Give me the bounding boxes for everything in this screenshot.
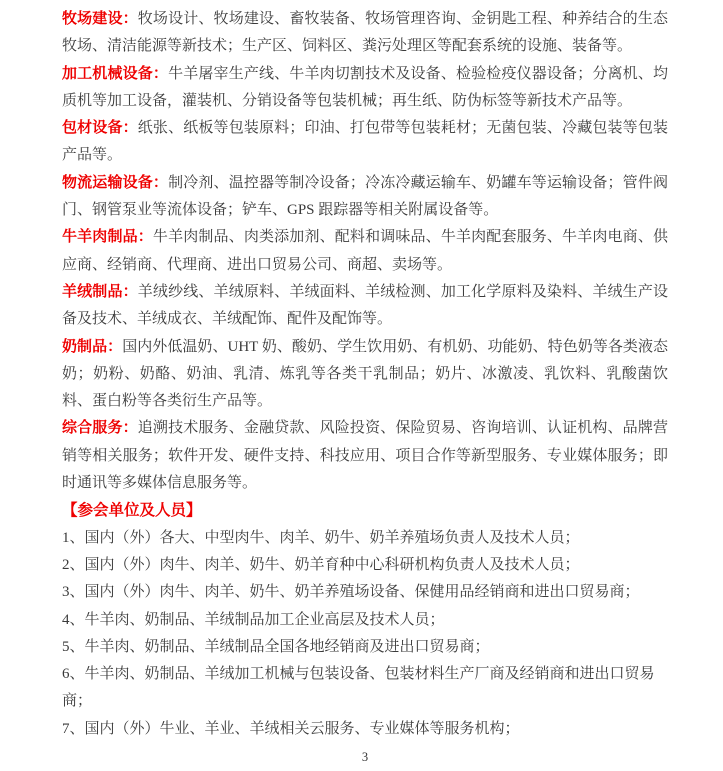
section-label: 牛羊肉制品： (62, 229, 153, 246)
section-body: 羊绒纱线、羊绒原料、羊绒面料、羊绒检测、加工化学原料及染料、羊绒生产设备及技术、羊绒成衣、羊绒配饰、配件及配饰等。 (62, 283, 668, 328)
section-body: 牛羊肉制品、肉类添加剂、配料和调味品、牛羊肉配套服务、牛羊肉电商、供应商、经销商、代理商、进出口贸易公司、商超、卖场等。 (62, 229, 668, 273)
section-body: 牛羊屠宰生产线、牛羊肉切割技术及设备、检验检疫仪器设备；分离机、均质机等加工设备，灌装机、分销设备等包装机械；再生纸、防伪标签等新技术产品等。 (62, 65, 668, 109)
section-ranch-construction (62, 6, 668, 61)
section-label: 奶制品： (62, 338, 123, 355)
section-body: 制冷剂、温控器等制冷设备；冷冻冷藏运输车、奶罐车等运输设备；管件阀门、钢管泵业等流体设备；铲车、GPS 跟踪器等相关附属设备等。 (62, 174, 668, 219)
page-number: 3 (361, 750, 369, 765)
attendee-item: 4、牛羊肉、奶制品、羊绒制品加工企业高层及技术人员； (62, 611, 445, 628)
section-body: 追溯技术服务、金融贷款、风险投资、保险贸易、咨询培训、认证机构、品牌营销等相关服务；软件开发、硬件支持、科技应用、项目合作等新型服务、专业媒体服务；即时通讯等多媒体信息服务等。 (62, 420, 668, 492)
attendees-heading: 【参会单位及人员】 (62, 502, 202, 520)
attendee-item: 5、牛羊肉、奶制品、羊绒制品全国各地经销商及进出口贸易商； (62, 638, 490, 655)
section-label: 牧场建设： (62, 11, 138, 27)
section-body: 纸张、纸板等包装原料；印油、打包带等包装耗材；无菌包装、冷藏包装等包装产品等。 (62, 120, 668, 164)
section-beef-mutton-products (62, 224, 668, 279)
attendee-item: 3、国内（外）肉牛、肉羊、奶牛、奶羊养殖场设备、保健用品经销商和进出口贸易商； (62, 584, 640, 601)
attendee-item: 6、牛羊肉、奶制品、羊绒加工机械与包装设备、包装材料生产厂商及经销商和进出口贸易商； (62, 666, 655, 710)
attendee-item: 2、国内（外）肉牛、肉羊、奶牛、奶羊育种中心科研机构负责人及技术人员； (62, 556, 580, 573)
section-label: 加工机械设备： (62, 65, 169, 82)
section-packaging-equipment (62, 115, 668, 170)
section-label: 羊绒制品： (62, 283, 138, 300)
section-processing-machinery (62, 61, 668, 116)
section-logistics-transport (62, 170, 668, 225)
section-cashmere-products (62, 279, 668, 334)
section-dairy-products (62, 334, 668, 416)
section-label: 包材设备： (62, 120, 138, 137)
section-body: 国内外低温奶、UHT 奶、酸奶、学生饮用奶、有机奶、功能奶、特色奶等各类液态奶；奶粉、奶酪、奶油、乳清、炼乳等各类干乳制品；奶片、冰激凌、乳饮料、乳酸菌饮料、蛋白粉等各类衍生产品等。 (62, 338, 668, 410)
section-label: 物流运输设备： (62, 174, 169, 191)
attendee-item: 7、国内（外）牛业、羊业、羊绒相关云服务、专业媒体等服务机构； (62, 720, 520, 737)
section-comprehensive-services (62, 415, 668, 497)
section-body: 牧场设计、牧场建设、畜牧装备、牧场管理咨询、金钥匙工程、种养结合的生态牧场、清洁能源等新技术；生产区、饲料区、粪污处理区等配套系统的设施、装备等。 (62, 11, 668, 55)
attendee-item: 1、国内（外）各大、中型肉牛、肉羊、奶牛、奶羊养殖场负责人及技术人员； (62, 529, 580, 546)
section-label: 综合服务： (62, 420, 138, 437)
